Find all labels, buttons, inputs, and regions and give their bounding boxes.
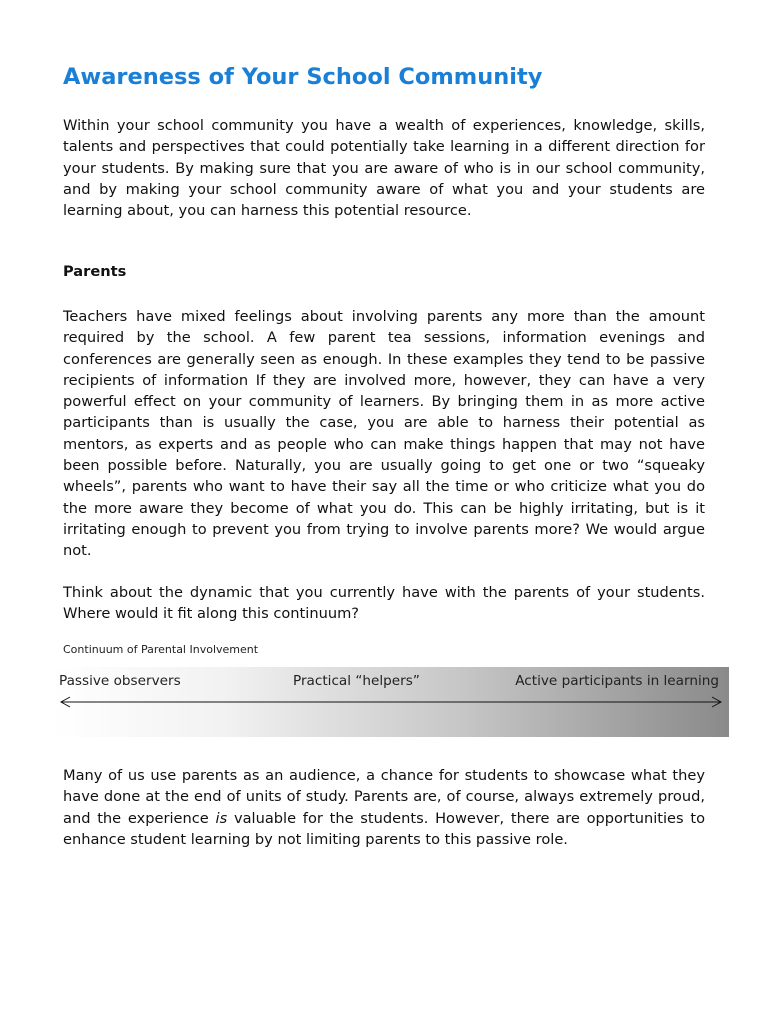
continuum-right-label: Active participants in learning: [515, 673, 719, 689]
continuum-diagram: [53, 667, 729, 737]
page-title: Awareness of Your School Community: [63, 64, 543, 90]
section-heading-parents: Parents: [63, 263, 127, 280]
parents-paragraph: Teachers have mixed feelings about involving parents any more than the amount required by the school. A few parent tea sessions, information evenings and conferences are generally seen as enough. In these examples they tend to be passive recipients of information If they are involved more, however, they can have a very powerful effect on your community of learners. By bringing them in as more active participants than is usually the case, you are able to harness their potential as mentors, as experts and as people who can make things happen that may not have been possible before. Naturally, you are usually going to get one or two “squeaky wheels”, parents who want to have their say all the time or who criticize what you do the more aware they become of what you do. This can be highly irritating, but is it irritating enough to prevent you from trying to involve parents more? We would argue not.: [63, 308, 705, 560]
closing-text-end: valuable for the students. However, there are opportunities to enhance student learning by not limiting parents to this passive role.: [63, 809, 705, 848]
closing-paragraph: [63, 765, 705, 850]
closing-emphasis: is: [215, 809, 228, 827]
closing-text-start: Many of us use parents as an audience, a chance for students to showcase what they have done at the end of units of study. Parents are, of course, always extremely proud, and the experience: [63, 767, 705, 827]
continuum-left-label: Passive observers: [59, 673, 181, 689]
double-arrow-icon: [59, 694, 723, 710]
continuum-caption: Continuum of Parental Involvement: [63, 643, 259, 656]
continuum-middle-label: Practical “helpers”: [293, 673, 420, 689]
think-paragraph: Think about the dynamic that you currently have with the parents of your students. Where would it fit along this continuum?: [63, 584, 705, 623]
intro-paragraph: Within your school community you have a wealth of experiences, knowledge, skills, talents and perspectives that could potentially take learning in a different direction for your students. By making sure that you are aware of who is in our school community, and by making your school community aware of what you and your students are learning about, you can harness this potential resource.: [63, 117, 705, 220]
